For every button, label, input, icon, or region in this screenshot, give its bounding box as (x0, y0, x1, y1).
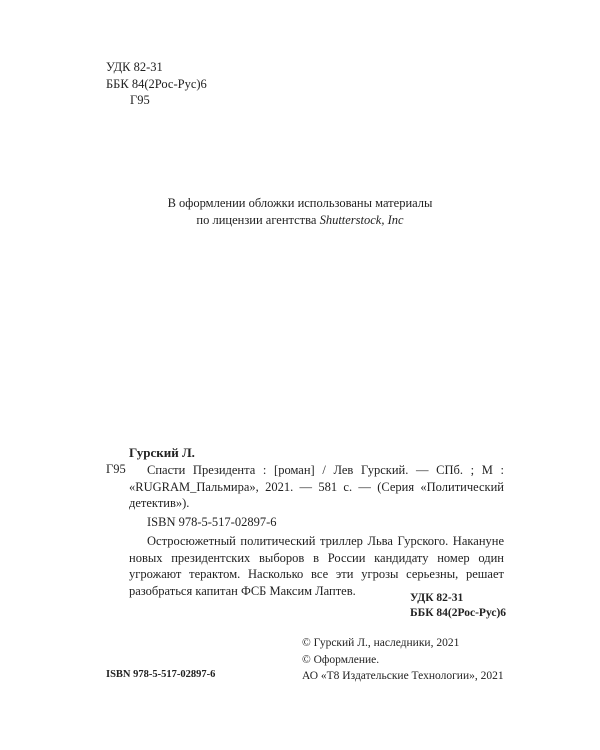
record-author: Гурский Л. (129, 445, 195, 460)
copyright-author: © Гурский Л., наследники, 2021 (302, 637, 460, 649)
bbk-code-bottom: ББК 84(2Рос-Рус)6 (410, 607, 507, 619)
cover-note-line1: В оформлении обложки использованы материалы (167, 196, 433, 210)
udk-code: УДК 82-31 (106, 60, 163, 74)
cover-license-note (0, 195, 600, 229)
isbn-bottom: ISBN 978-5-517-02897-6 (106, 669, 216, 680)
record-call-number: Г95 (106, 462, 126, 476)
bbk-code: ББК 84(2Рос-Рус)6 (106, 76, 207, 91)
agency-name: Shutterstock, Inc (319, 213, 404, 227)
cover-note-line2 (0, 212, 600, 229)
record-isbn: ISBN 978-5-517-02897-6 (147, 515, 277, 529)
copyright-block (302, 635, 504, 685)
classification-codes (106, 59, 207, 109)
annotation: Остросюжетный политический триллер Льва Гурского. Накануне новых президентских выборов в России кандидату номер один угрожают терактом. Насколько все эти угрозы серьезны, решает разобраться капитан ФСБ Максим Лаптев. (129, 534, 504, 598)
cover-note-prefix: по лицензии агентства (196, 213, 320, 227)
author-mark: Г95 (130, 93, 150, 107)
copyright-design: © Оформление. (302, 653, 380, 666)
copyright-publisher: АО «Т8 Издательские Технологии», 2021 (302, 670, 504, 682)
bibliographic-description: Спасти Президента : [роман] / Лев Гурский. — СПб. ; М : «RUGRAM_Пальмира», 2021. — 581 с. — (Серия «Политический детектив»). (129, 463, 504, 510)
classification-codes-bottom (410, 591, 506, 621)
udk-code-bottom: УДК 82-31 (410, 592, 464, 604)
